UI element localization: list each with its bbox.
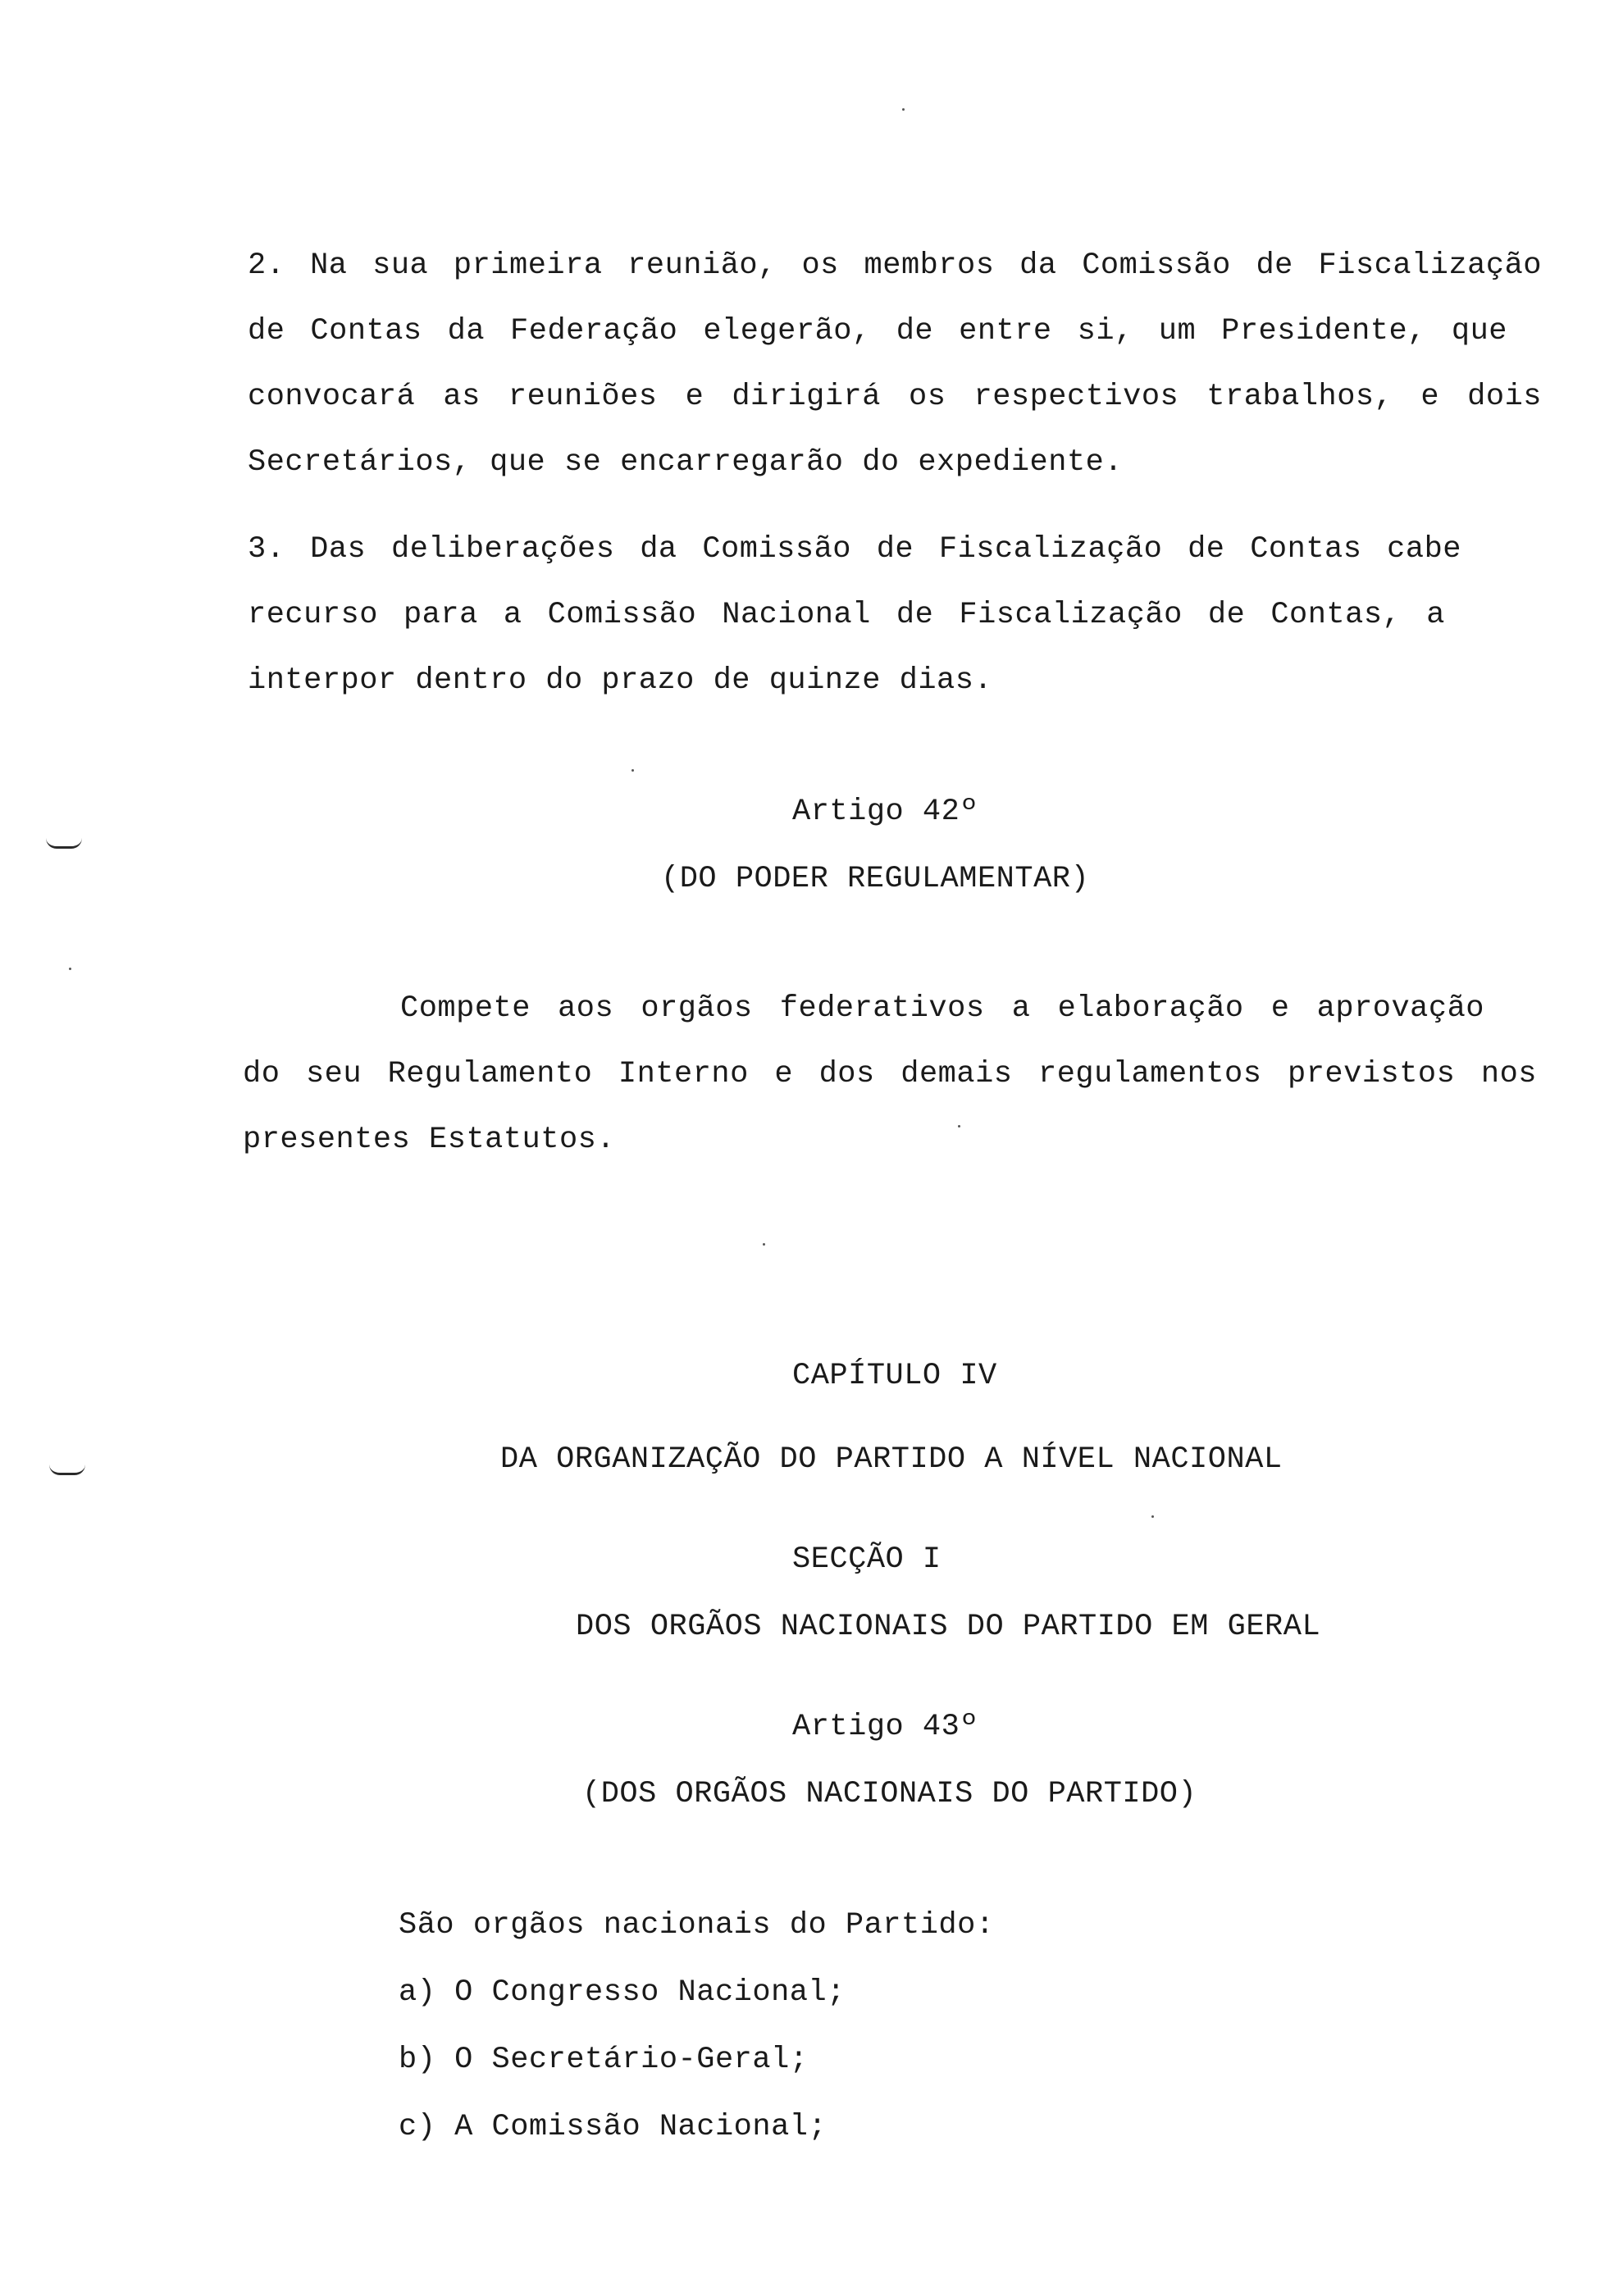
article-43-heading: Artigo 43º: [792, 1710, 979, 1744]
scan-speck: [902, 108, 905, 111]
chapter-title: DA ORGANIZAÇÃO DO PARTIDO A NÍVEL NACIONAL: [500, 1442, 1283, 1477]
binder-mark-icon: [46, 838, 82, 849]
paragraph-2-line-3: convocará as reuniões e dirigirá os respectivos trabalhos, e dois: [248, 380, 1542, 414]
article-42-heading: Artigo 42º: [792, 795, 979, 829]
article-42-line-2: do seu Regulamento Interno e dos demais regulamentos previstos nos: [243, 1057, 1537, 1091]
scan-speck: [958, 1125, 960, 1128]
scan-speck: [1151, 1515, 1154, 1518]
paragraph-2-line-4: Secretários, que se encarregarão do expediente.: [248, 445, 1124, 480]
paragraph-3-line-1: 3. Das deliberações da Comissão de Fiscalização de Contas cabe: [248, 532, 1461, 567]
scan-speck: [763, 1243, 765, 1246]
paragraph-2-line-1: 2. Na sua primeira reunião, os membros da Comissão de Fiscalização: [248, 248, 1542, 283]
article-42-subtitle: (DO PODER REGULAMENTAR): [661, 862, 1090, 896]
chapter-heading: CAPÍTULO IV: [792, 1359, 997, 1393]
list-item: c) A Comissão Nacional;: [399, 2110, 828, 2144]
section-title: DOS ORGÃOS NACIONAIS DO PARTIDO EM GERAL: [576, 1610, 1321, 1644]
article-42-line-3: presentes Estatutos.: [243, 1123, 616, 1157]
scan-speck: [69, 968, 71, 970]
article-43-subtitle: (DOS ORGÃOS NACIONAIS DO PARTIDO): [582, 1777, 1197, 1811]
article-43-intro: São orgãos nacionais do Partido:: [399, 1908, 995, 1943]
paragraph-3-line-3: interpor dentro do prazo de quinze dias.: [248, 663, 993, 698]
binder-mark-icon: [49, 1465, 85, 1475]
scan-speck: [631, 769, 634, 772]
paragraph-2-line-2: de Contas da Federação elegerão, de entre si, um Presidente, que: [248, 314, 1507, 348]
article-42-line-1: Compete aos orgãos federativos a elaboração e aprovação: [400, 991, 1484, 1026]
list-item: a) O Congresso Nacional;: [399, 1975, 846, 2010]
list-item: b) O Secretário-Geral;: [399, 2043, 809, 2077]
section-heading: SECÇÃO I: [792, 1542, 942, 1577]
paragraph-3-line-2: recurso para a Comissão Nacional de Fiscalização de Contas, a: [248, 598, 1445, 632]
